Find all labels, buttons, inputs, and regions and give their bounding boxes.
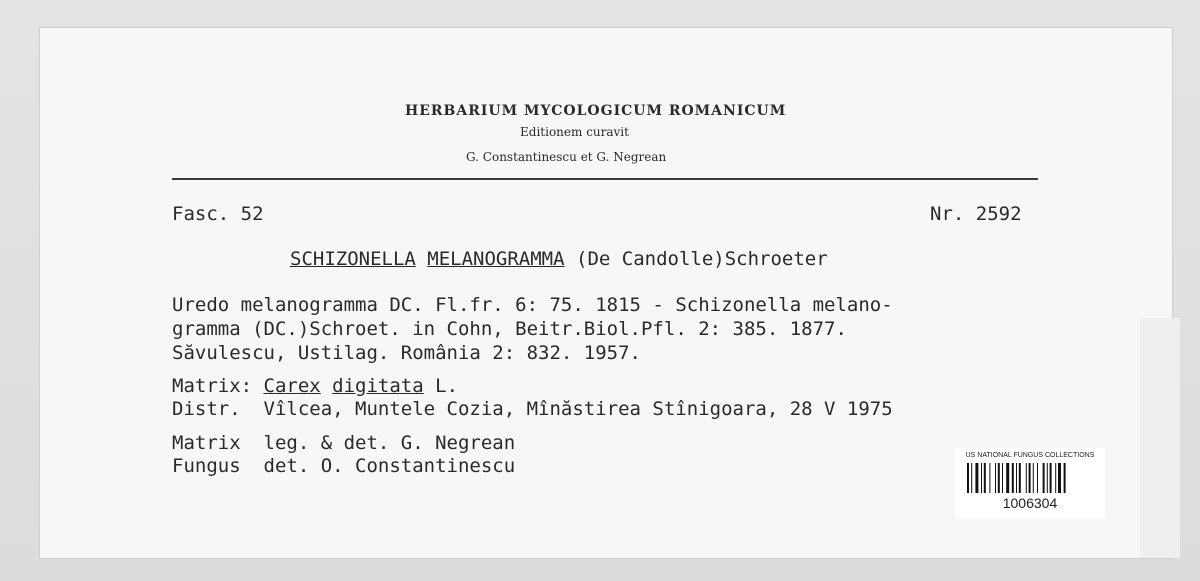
- synonymy-line-1: Uredo melanogramma DC. Fl.fr. 6: 75. 1815 - Schizonella melano-: [172, 294, 893, 316]
- fascicle-number: Fasc. 52: [172, 203, 264, 225]
- barcode-number: 1006304: [1002, 495, 1058, 511]
- distribution-line: Distr. Vîlcea, Muntele Cozia, Mînăstirea Stînigoara, 28 V 1975: [172, 398, 893, 420]
- species-name: [290, 248, 828, 270]
- matrix-collector: Matrix leg. & det. G. Negrean: [172, 432, 516, 454]
- barcode-icon: [967, 463, 1093, 493]
- species-genus: SCHIZONELLA: [290, 248, 416, 270]
- fungus-determiner: Fungus det. O. Constantinescu: [172, 455, 516, 477]
- matrix-prefix: Matrix:: [172, 375, 264, 397]
- host-genus: Carex: [263, 375, 321, 397]
- host-author: L.: [423, 375, 459, 397]
- species-epithet: MELANOGRAMMA: [427, 248, 565, 270]
- synonymy-line-3: Săvulescu, Ustilag. România 2: 832. 1957.: [172, 342, 641, 364]
- herbarium-title: HERBARIUM MYCOLOGICUM ROMANICUM: [405, 103, 787, 119]
- synonymy-line-2: gramma (DC.)Schroet. in Cohn, Beitr.Biol.Pfl. 2: 385. 1877.: [172, 318, 847, 340]
- exsiccata-number: Nr. 2592: [930, 203, 1022, 225]
- edition-line: Editionem curavit: [520, 125, 629, 139]
- label-edge: [1140, 318, 1180, 558]
- host-epithet: digitata: [332, 375, 424, 397]
- barcode-institution: US NATIONAL FUNGUS COLLECTIONS: [965, 452, 1095, 459]
- editors-line: G. Constantinescu et G. Negrean: [466, 150, 667, 164]
- barcode-sticker: [955, 448, 1105, 518]
- matrix-host: [172, 375, 458, 397]
- header-divider: [172, 178, 1038, 180]
- species-authority: (De Candolle)Schroeter: [576, 248, 828, 270]
